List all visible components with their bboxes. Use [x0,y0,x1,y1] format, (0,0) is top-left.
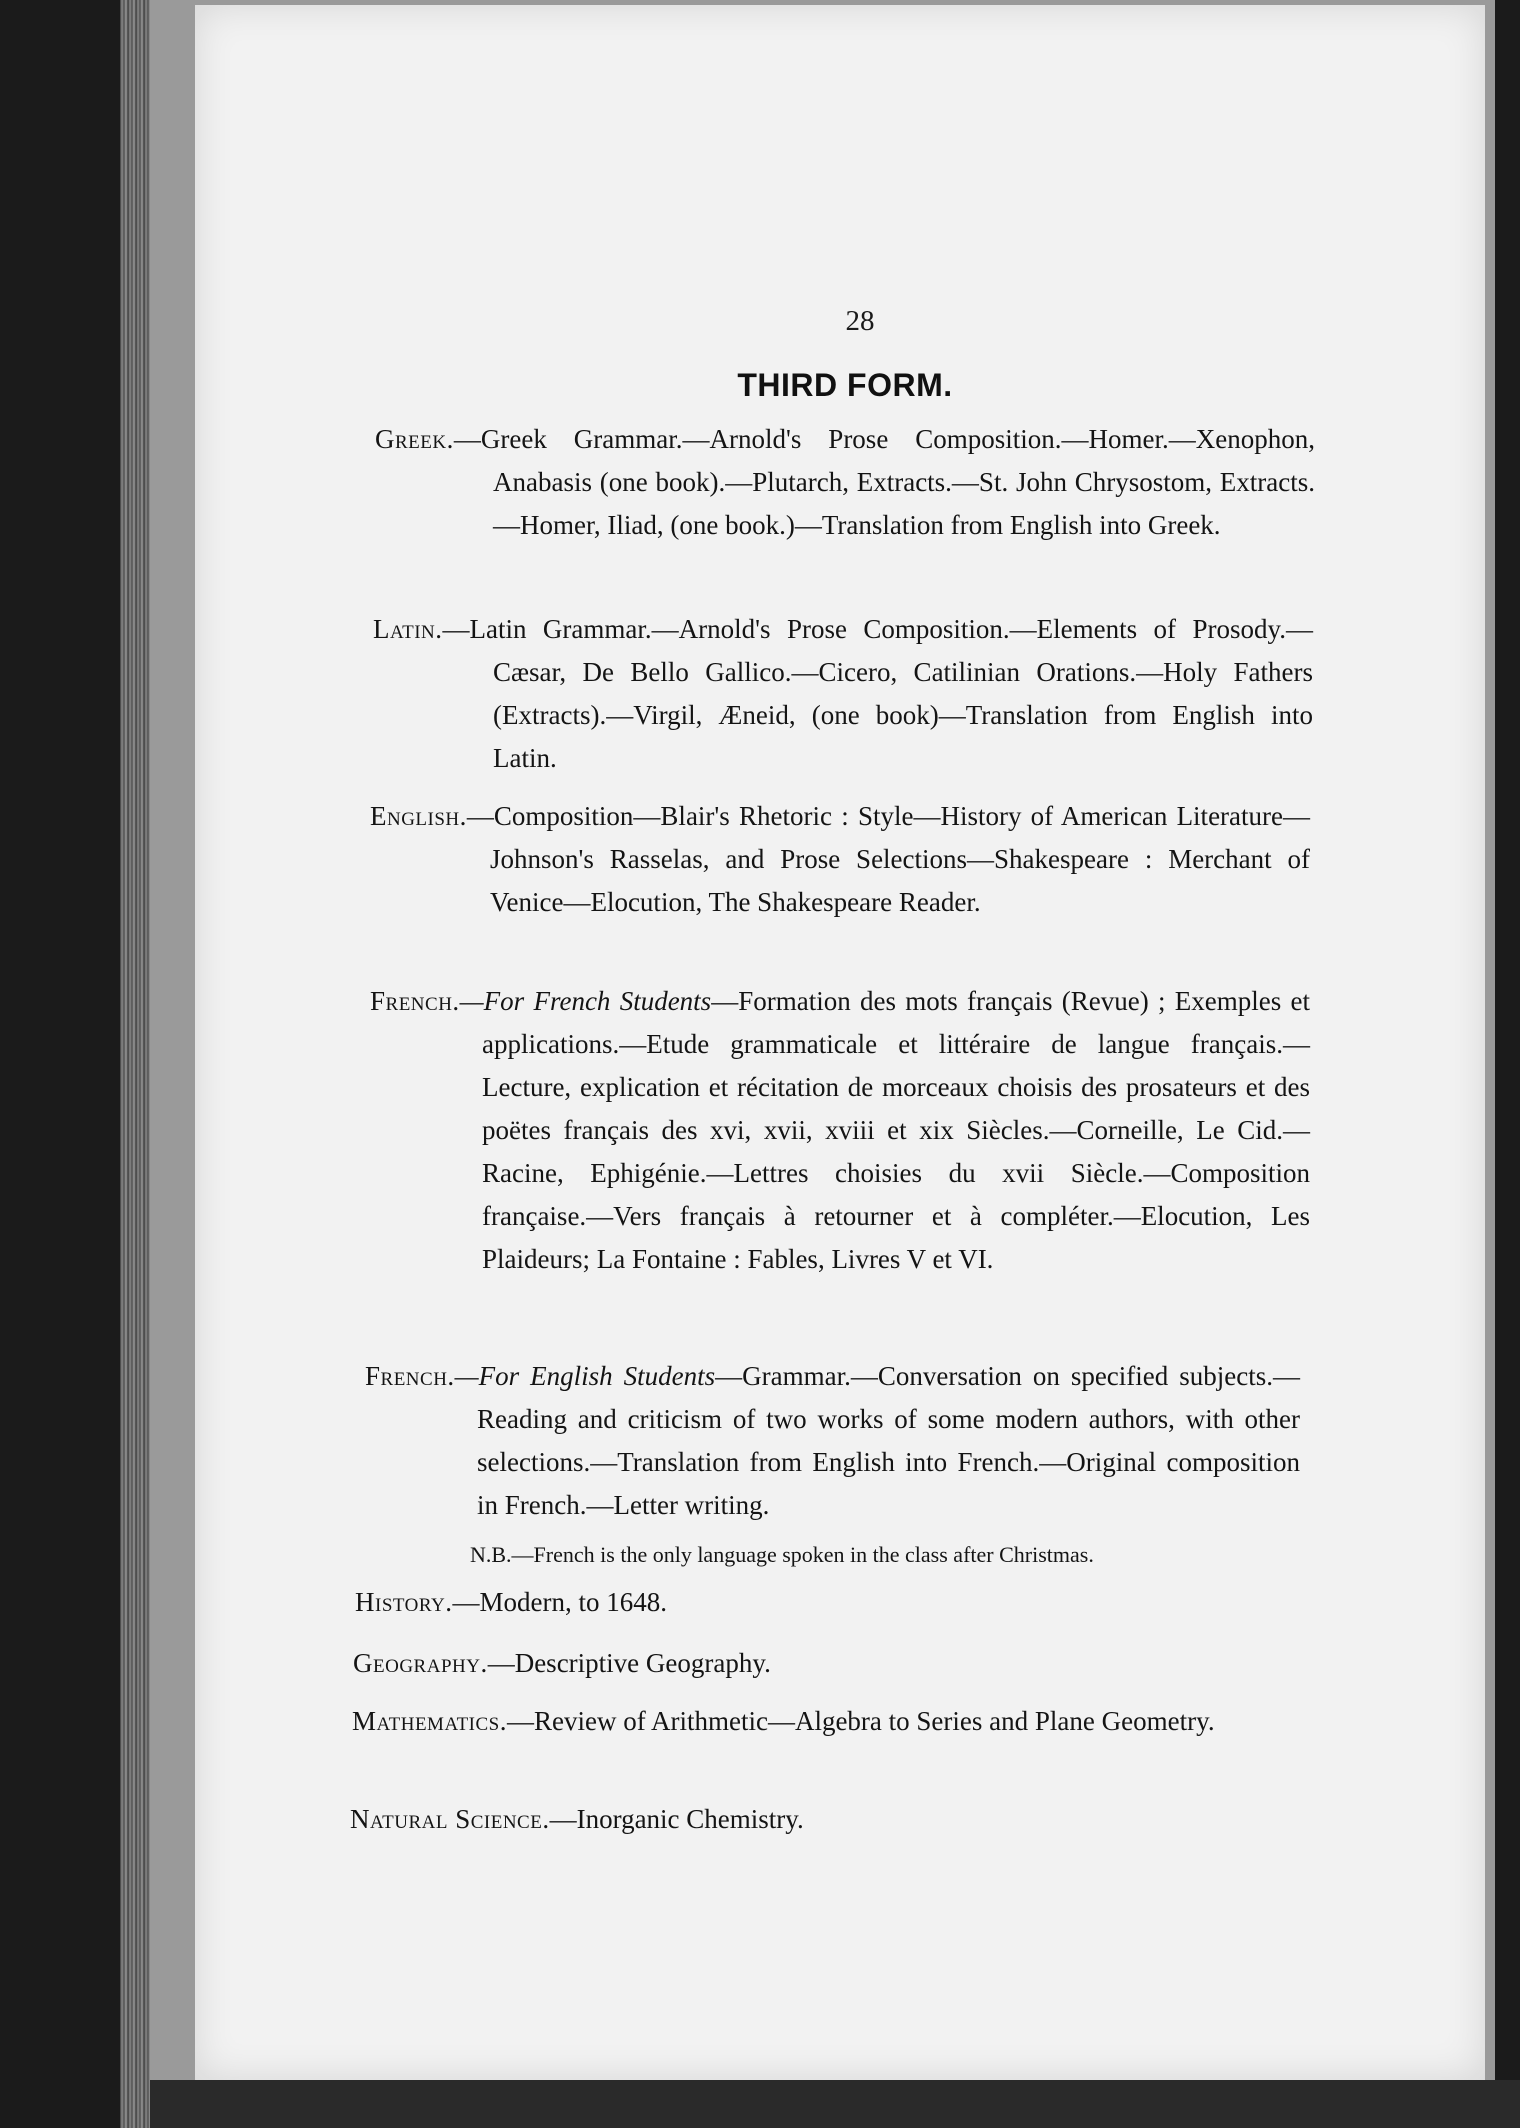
subject-description: —Inorganic Chemistry. [549,1804,804,1834]
curriculum-entry-french-for-french [370,980,1310,1281]
nota-bene-note: N.B.—French is the only language spoken in the class after Christmas. [470,1542,1094,1567]
subject-heading: English. [370,801,467,831]
subject-heading: Greek. [375,424,454,454]
subject-description: —Descriptive Geography. [487,1648,771,1678]
subject-heading: History. [355,1587,453,1617]
subject-subheading: —For French Students [459,986,712,1016]
page-number: 28 [845,305,875,337]
curriculum-entry-english [370,795,1310,924]
subject-description: —Formation des mots français (Revue) ; Exemples et applications.—Etude grammaticale et littéraire de langue français.—Lecture, explication et récitation de morceaux choisis des prosateurs et des poëtes français des xvi, xvii, xviii et xix Siècles.—Corneille, Le Cid.—Racine, Ephigénie.—Lettres choisies du xvii Siècle.—Composition française.—Vers français à retourner et à compléter.—Elocution, Les Plaideurs; La Fontaine : Fables, Livres V et VI. [482,986,1311,1274]
subject-description: —Grammar.—Conversation on specified subjects.—Reading and criticism of two works of some modern authors, with other selections.—Translation from English into French.—Original composition in French.—Letter writing. [477,1361,1300,1520]
subject-heading: Natural Science. [350,1804,550,1834]
curriculum-entry-history [355,1581,1295,1624]
page-title: THIRD FORM. [737,367,953,403]
subject-heading: Latin. [373,614,443,644]
subject-description: —Review of Arithmetic—Algebra to Series and Plane Geometry. [507,1706,1215,1736]
curriculum-entry-latin [373,608,1313,780]
subject-heading: Geography. [353,1648,488,1678]
subject-description: —Latin Grammar.—Arnold's Prose Composition.—Elements of Prosody.—Cæsar, De Bello Gallico.—Cicero, Catilinian Orations.—Holy Fathers (Extracts).—Virgil, Æneid, (one book)—Translation from English into Latin. [442,614,1313,773]
subject-heading: Mathematics. [352,1706,507,1736]
subject-heading: French. [365,1361,455,1391]
curriculum-entry-greek [375,418,1315,547]
curriculum-entry-geography [353,1642,1293,1685]
subject-subheading: —For English Students [454,1361,716,1391]
subject-description: —Modern, to 1648. [452,1587,667,1617]
curriculum-entry-natural-science [350,1798,1290,1841]
subject-description: —Composition—Blair's Rhetoric : Style—History of American Literature—Johnson's Rasselas, and Prose Selections—Shakespeare : Merchant of Venice—Elocution, The Shakespeare Reader. [466,801,1310,917]
scan-bottom-border [150,2080,1520,2128]
subject-heading: French. [370,986,460,1016]
curriculum-entry-mathematics [352,1700,1297,1743]
subject-description: —Greek Grammar.—Arnold's Prose Composition.—Homer.—Xenophon, Anabasis (one book).—Plutarch, Extracts.—St. John Chrysostom, Extracts.—Homer, Iliad, (one book.)—Translation from English into Greek. [453,424,1315,540]
curriculum-entry-french-for-english [365,1355,1300,1527]
